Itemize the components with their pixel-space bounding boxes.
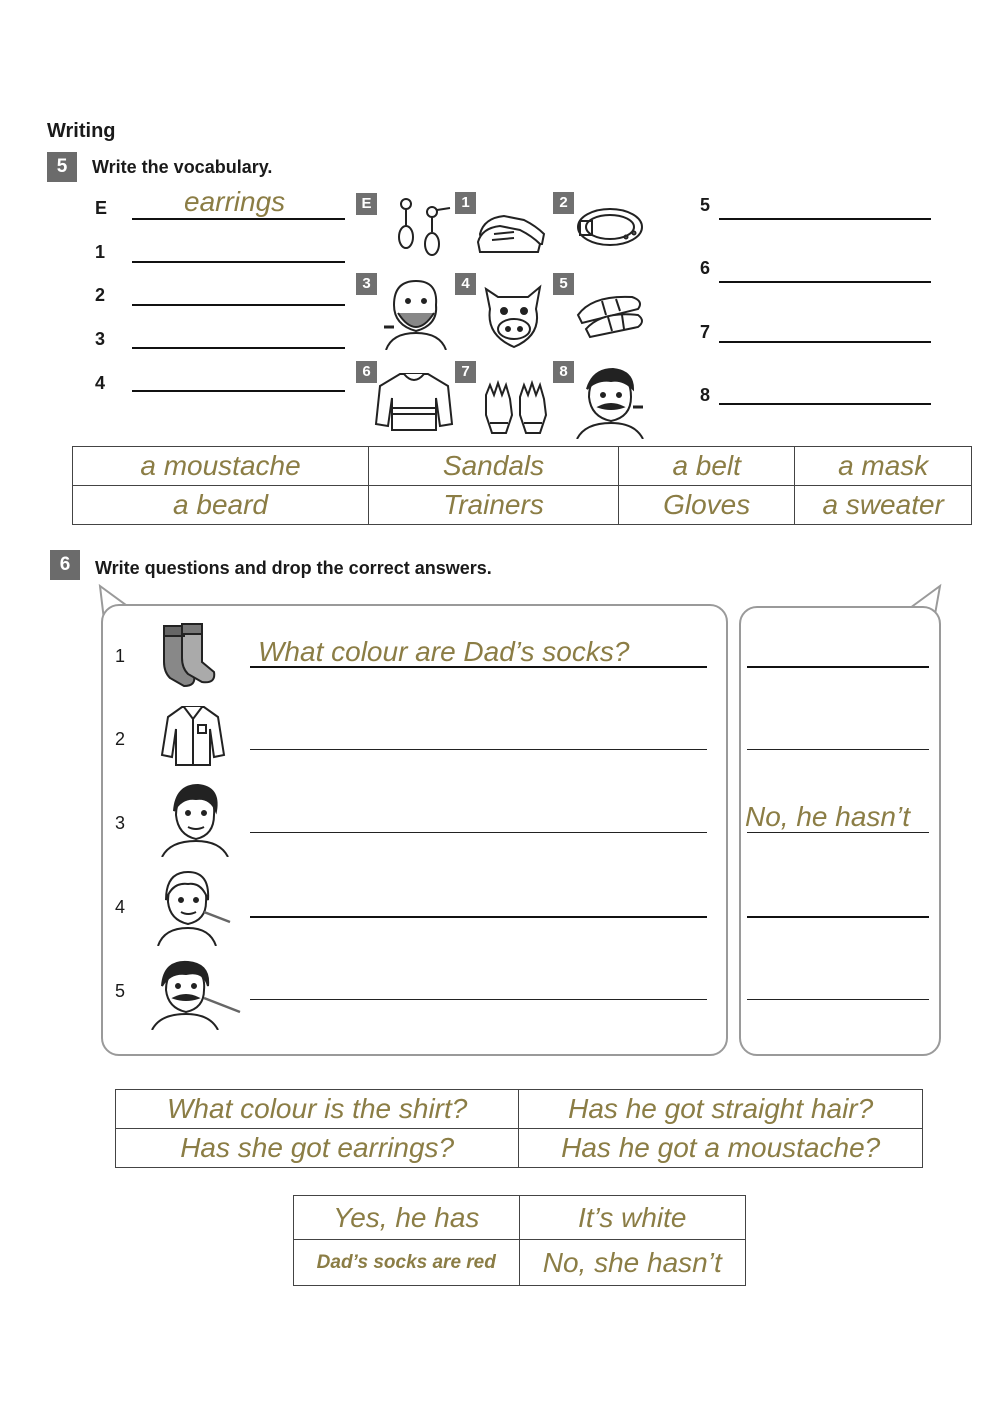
word-bank-item[interactable]: Trainers: [369, 486, 619, 525]
belt-picture: [574, 203, 646, 251]
vocab-label-6: 6: [700, 258, 711, 278]
picture-tag-1: 1: [455, 192, 476, 214]
socks-picture: [160, 622, 220, 690]
question-bank-item[interactable]: Has he got straight hair?: [519, 1090, 923, 1129]
answer-bank-item[interactable]: Dad’s socks are red: [294, 1240, 520, 1286]
vocab-answer-e[interactable]: earrings: [184, 186, 286, 217]
vocab-line-1[interactable]: [132, 261, 345, 263]
sandals-picture: [572, 285, 648, 341]
girl-earrings-picture: [156, 870, 236, 946]
trainers-picture: [474, 204, 550, 254]
question-line-2[interactable]: [250, 749, 707, 750]
reply-answer-3[interactable]: No, he hasn’t: [745, 801, 910, 832]
picture-tag-2: 2: [553, 192, 574, 214]
answer-line-2[interactable]: [747, 749, 929, 750]
picture-tag-8: 8: [553, 361, 574, 383]
vocab-line-2[interactable]: [132, 304, 345, 306]
vocab-label-8: 8: [700, 385, 711, 405]
picture-tag-5: 5: [553, 273, 574, 295]
question-answer-1[interactable]: What colour are Dad’s socks?: [258, 636, 630, 667]
exercise-5-instruction: Write the vocabulary.: [92, 157, 273, 177]
question-line-3[interactable]: [250, 832, 707, 833]
answer-word-bank: [293, 1195, 746, 1286]
answer-bank-item[interactable]: Yes, he has: [294, 1196, 520, 1240]
answer-line-1[interactable]: [747, 666, 929, 668]
exercise-6-badge: 6: [50, 550, 80, 580]
vocab-line-6[interactable]: [719, 281, 931, 283]
exercise-6-instruction: Write questions and drop the correct answers.: [95, 558, 492, 578]
vocab-label-2: 2: [95, 285, 106, 305]
word-bank-item[interactable]: a mask: [795, 447, 972, 486]
vocab-label-3: 3: [95, 329, 106, 349]
question-line-5[interactable]: [250, 999, 707, 1000]
answer-bank-item[interactable]: No, she hasn’t: [519, 1240, 745, 1286]
straight-hair-man-picture: [158, 783, 232, 857]
earrings-picture: [392, 192, 454, 262]
question-number-4: 4: [115, 897, 126, 917]
vocab-line-3[interactable]: [132, 347, 345, 349]
section-heading: Writing: [47, 120, 116, 142]
vocab-line-5[interactable]: [719, 218, 931, 220]
vocab-line-e[interactable]: [132, 218, 345, 220]
sweater-picture: [374, 368, 454, 434]
picture-tag-4: 4: [455, 273, 476, 295]
word-bank-item[interactable]: a belt: [619, 447, 795, 486]
picture-tag-e: E: [356, 193, 377, 215]
vocabulary-word-bank: [72, 446, 972, 525]
mask-picture: [476, 275, 550, 351]
vocab-line-4[interactable]: [132, 390, 345, 392]
vocab-label-5: 5: [700, 195, 711, 215]
word-bank-item[interactable]: a beard: [73, 486, 369, 525]
word-bank-item[interactable]: a sweater: [795, 486, 972, 525]
question-word-bank: [115, 1089, 923, 1168]
question-bank-item[interactable]: Has she got earrings?: [116, 1129, 519, 1168]
vocab-label-e: E: [95, 198, 108, 218]
question-bank-item[interactable]: Has he got a moustache?: [519, 1129, 923, 1168]
question-line-4[interactable]: [250, 916, 707, 918]
exercise-5-badge: 5: [47, 152, 77, 182]
question-number-3: 3: [115, 813, 126, 833]
beard-picture: [380, 275, 450, 350]
picture-tag-3: 3: [356, 273, 377, 295]
vocab-label-4: 4: [95, 373, 106, 393]
question-number-2: 2: [115, 729, 126, 749]
shirt-picture: [160, 703, 226, 767]
vocab-line-7[interactable]: [719, 341, 931, 343]
picture-tag-6: 6: [356, 361, 377, 383]
question-bank-item[interactable]: What colour is the shirt?: [116, 1090, 519, 1129]
moustache-man-picture: [150, 960, 244, 1030]
picture-tag-7: 7: [455, 361, 476, 383]
vocab-label-1: 1: [95, 242, 106, 262]
gloves-picture: [480, 375, 552, 437]
word-bank-item[interactable]: Gloves: [619, 486, 795, 525]
question-number-5: 5: [115, 981, 126, 1001]
answer-line-5[interactable]: [747, 999, 929, 1000]
vocab-line-8[interactable]: [719, 403, 931, 405]
answer-line-4[interactable]: [747, 916, 929, 918]
word-bank-item[interactable]: Sandals: [369, 447, 619, 486]
question-number-1: 1: [115, 646, 126, 666]
moustache-picture: [573, 367, 647, 439]
answer-bank-item[interactable]: It’s white: [519, 1196, 745, 1240]
word-bank-item[interactable]: a moustache: [73, 447, 369, 486]
vocab-label-7: 7: [700, 322, 711, 342]
